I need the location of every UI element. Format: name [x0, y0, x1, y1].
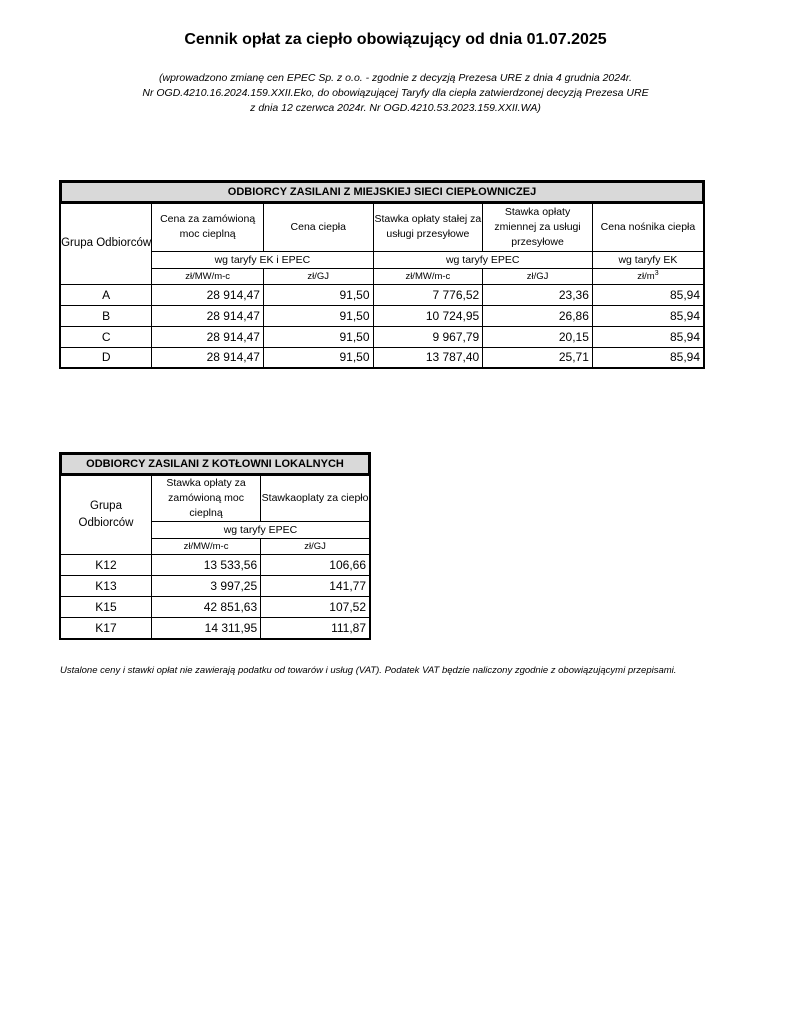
value-cell: 13 787,40: [373, 347, 483, 368]
vat-footnote: Ustalone ceny i stawki opłat nie zawierają podatku od towarów i usług (VAT). Podatek VAT będzie naliczony zgodnie z obowiązującymi przepisami.: [60, 665, 677, 676]
value-cell: 91,50: [263, 347, 373, 368]
value-cell: 85,94: [592, 284, 704, 305]
tariff-label: wg taryfy EPEC: [373, 251, 592, 268]
group-cell: C: [60, 326, 152, 347]
value-cell: 7 776,52: [373, 284, 483, 305]
value-cell: 111,87: [261, 618, 370, 639]
unit-label: zł/GJ: [483, 268, 593, 284]
value-cell: 91,50: [263, 305, 373, 326]
subtitle-line: Nr OGD.4210.16.2024.159.XXII.Eko, do obowiązującej Taryfy dla ciepła zatwierdzonej decyzją Prezesa URE: [142, 87, 649, 99]
table-row: [60, 597, 370, 618]
value-cell: 85,94: [592, 305, 704, 326]
table-row: [60, 576, 370, 597]
unit-label: zł/MW/m-c: [151, 539, 260, 555]
value-cell: 14 311,95: [151, 618, 260, 639]
column-header: Cena za zamówioną moc cieplną: [152, 203, 264, 251]
value-cell: 20,15: [483, 326, 593, 347]
subtitle-line: z dnia 12 czerwca 2024r. Nr OGD.4210.53.2023.159.XXII.WA): [250, 102, 541, 114]
column-header: Cena nośnika ciepła: [592, 203, 704, 251]
group-cell: K13: [60, 576, 151, 597]
group-header-label: Grupa Odbiorców: [61, 237, 152, 250]
value-cell: 85,94: [592, 326, 704, 347]
table-title: ODBIORCY ZASILANI Z MIEJSKIEJ SIECI CIEPŁOWNICZEJ: [60, 181, 704, 203]
unit-label: zł/GJ: [261, 539, 370, 555]
tariff-label: wg taryfy EK i EPEC: [152, 251, 373, 268]
column-header: Cena ciepła: [263, 203, 373, 251]
group-header-label: Grupa Odbiorców: [78, 500, 134, 529]
value-cell: 91,50: [263, 326, 373, 347]
group-cell: A: [60, 284, 152, 305]
value-cell: 9 967,79: [373, 326, 483, 347]
value-cell: 106,66: [261, 555, 370, 576]
value-cell: 10 724,95: [373, 305, 483, 326]
tariff-label: wg taryfy EK: [592, 251, 704, 268]
value-cell: 3 997,25: [151, 576, 260, 597]
value-cell: 42 851,63: [151, 597, 260, 618]
value-cell: 107,52: [261, 597, 370, 618]
unit-superscript: 3: [654, 269, 659, 277]
value-cell: 25,71: [483, 347, 593, 368]
table-row: [60, 618, 370, 639]
tariff-label: wg taryfy EPEC: [151, 522, 370, 539]
group-cell: D: [60, 347, 152, 368]
value-cell: 13 533,56: [151, 555, 260, 576]
value-cell: 28 914,47: [152, 284, 264, 305]
subtitle-line: (wprowadzono zmianę cen EPEC Sp. z o.o. - zgodnie z decyzją Prezesa URE z dnia 4 grudnia 2024r.: [159, 72, 632, 84]
column-header: Stawkaoplaty za ciepło: [261, 475, 370, 522]
unit-label: zł/MW/m-c: [373, 268, 483, 284]
value-cell: 28 914,47: [152, 326, 264, 347]
subtitle-note: [0, 71, 791, 116]
group-header: [60, 203, 152, 284]
group-cell: K12: [60, 555, 151, 576]
group-cell: B: [60, 305, 152, 326]
value-cell: 85,94: [592, 347, 704, 368]
unit-label: [592, 268, 704, 284]
district-heating-price-table: [59, 180, 705, 369]
unit-label: zł/GJ: [263, 268, 373, 284]
value-cell: 91,50: [263, 284, 373, 305]
value-cell: 26,86: [483, 305, 593, 326]
value-cell: 141,77: [261, 576, 370, 597]
value-cell: 28 914,47: [152, 347, 264, 368]
page-title: Cennik opłat za ciepło obowiązujący od dnia 01.07.2025: [184, 31, 607, 48]
table-row: [60, 347, 704, 368]
value-cell: 23,36: [483, 284, 593, 305]
group-cell: K17: [60, 618, 151, 639]
table-row: [60, 305, 704, 326]
column-header: Stawka opłaty za zamówioną moc cieplną: [151, 475, 260, 522]
column-header: Stawka opłaty stałej za usługi przesyłowe: [373, 203, 483, 251]
group-header: [60, 475, 151, 555]
table-title: ODBIORCY ZASILANI Z KOTŁOWNI LOKALNYCH: [60, 453, 370, 475]
column-header: Stawka opłaty zmiennej za usługi przesyłowe: [483, 203, 593, 251]
local-boiler-price-table: [59, 452, 371, 640]
group-cell: K15: [60, 597, 151, 618]
table-row: [60, 284, 704, 305]
unit-text: zł/m: [637, 271, 655, 283]
unit-label: zł/MW/m-c: [152, 268, 264, 284]
table-row: [60, 555, 370, 576]
value-cell: 28 914,47: [152, 305, 264, 326]
table-row: [60, 326, 704, 347]
